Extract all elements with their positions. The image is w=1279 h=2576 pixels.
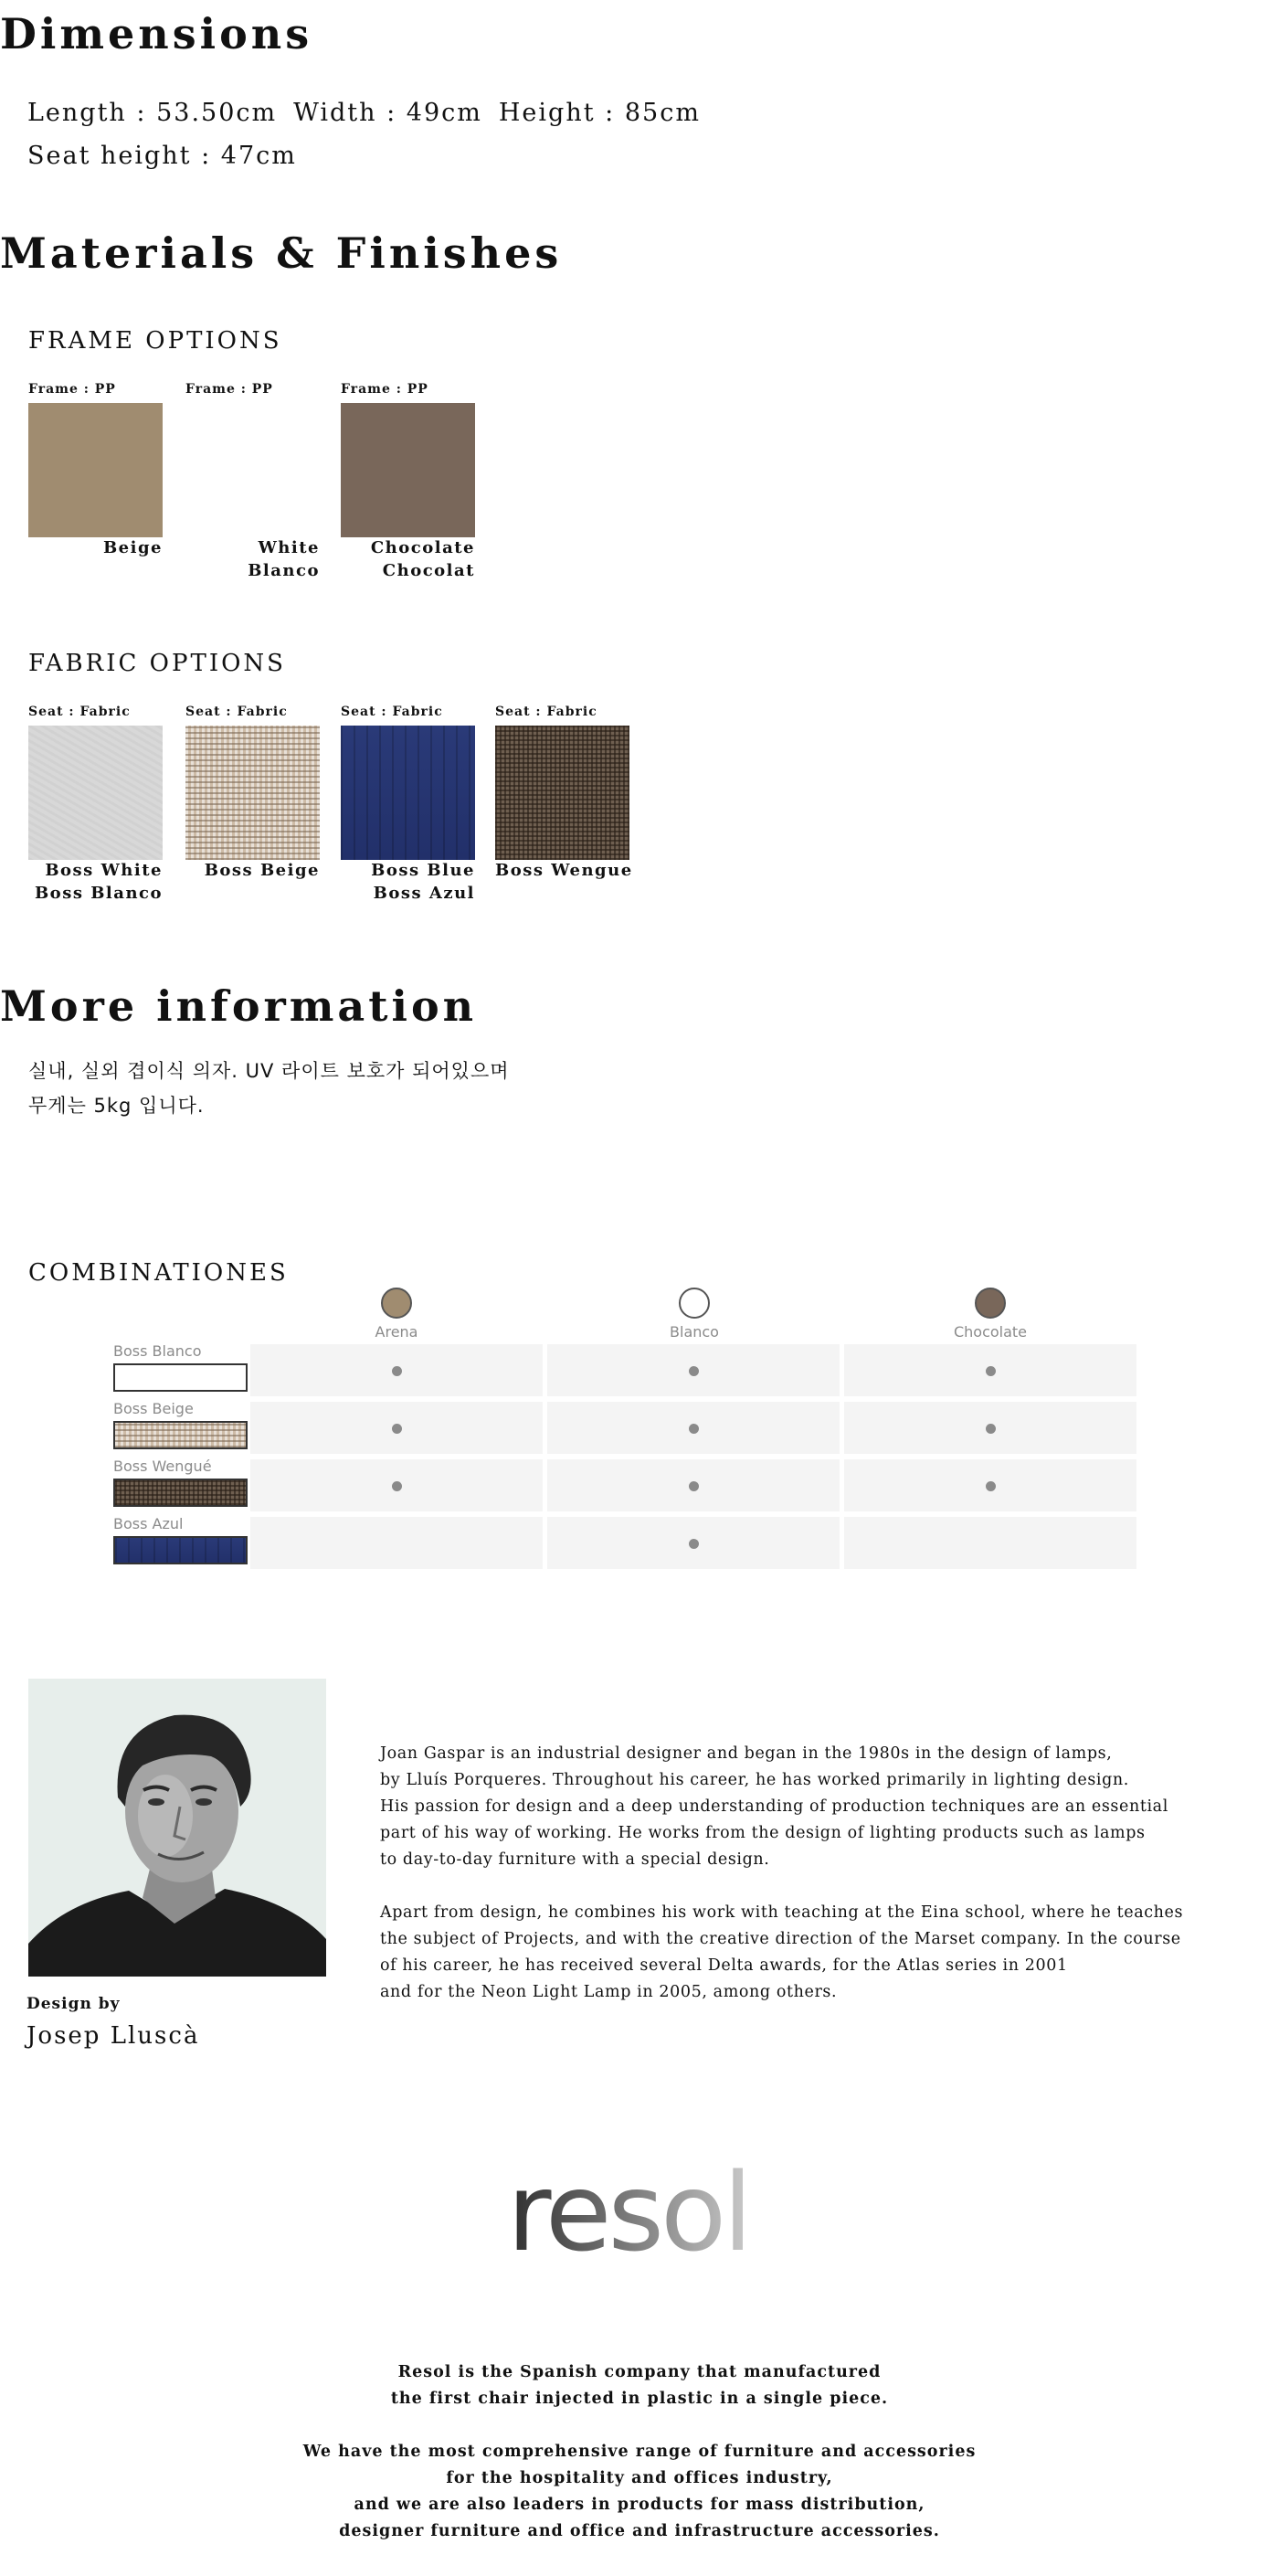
available-dot — [986, 1366, 996, 1376]
frame-caption: Frame : PP — [185, 382, 273, 397]
frame-caption: Frame : PP — [28, 382, 116, 397]
fabric-swatch-boss-blue[interactable] — [341, 726, 475, 860]
width-value: Width : 49cm — [293, 99, 482, 127]
length-value: Length : 53.50cm — [27, 99, 278, 127]
bio-line: by Lluís Porqueres. Throughout his career, he has worked primarily in lighting design. — [380, 1771, 1129, 1789]
about-line: the first chair injected in plastic in a single piece. — [390, 2390, 889, 2408]
fabric-name: Boss Blue — [371, 861, 475, 880]
bio-line: to day-to-day furniture with a special design. — [380, 1850, 770, 1869]
bio-line: of his career, he has received several Delta awards, for the Atlas series in 2001 — [380, 1956, 1068, 1975]
color-dot-chocolate — [975, 1288, 1006, 1319]
available-dot — [689, 1539, 699, 1549]
resol-logo — [507, 2161, 772, 2262]
about-spacer — [228, 2412, 1051, 2439]
fabric-swatch-boss-wengue[interactable] — [495, 726, 629, 860]
frame-options-heading: FRAME OPTIONS — [28, 327, 282, 355]
column-label: Arena — [375, 1323, 418, 1341]
more-info-line-1: 실내, 실외 겹이식 의자. UV 라이트 보호가 되어있으며 — [28, 1060, 510, 1082]
bio-line: the subject of Projects, and with the creative direction of the Marset company. In the course — [380, 1930, 1181, 1948]
frame-swatch-chocolate[interactable] — [341, 403, 475, 537]
frame-swatch-beige[interactable] — [28, 403, 163, 537]
more-info-heading: More information — [0, 981, 478, 1031]
bio-line: Joan Gaspar is an industrial designer and began in the 1980s in the design of lamps, — [380, 1744, 1113, 1763]
combination-cell — [250, 1517, 543, 1569]
about-line: We have the most comprehensive range of furniture and accessories — [302, 2443, 977, 2461]
fabric-options-heading: FABRIC OPTIONS — [28, 650, 286, 677]
combinations-heading: COMBINATIONES — [28, 1259, 289, 1287]
available-dot — [986, 1481, 996, 1491]
frame-caption: Frame : PP — [341, 382, 428, 397]
available-dot — [689, 1481, 699, 1491]
design-by-label: Design by — [26, 1995, 121, 2013]
fabric-name: Boss White — [45, 861, 163, 880]
dimensions-line-1 — [27, 99, 717, 127]
available-dot — [392, 1424, 402, 1434]
svg-text:resol: resol — [507, 2161, 749, 2262]
bio-line: His passion for design and a deep understanding of production techniques are an essential — [380, 1797, 1168, 1816]
available-dot — [986, 1424, 996, 1434]
designer-portrait-icon — [28, 1679, 326, 1977]
fabric-caption: Seat : Fabric — [341, 705, 443, 719]
about-line: for the hospitality and offices industry, — [446, 2469, 833, 2487]
bio-line: Apart from design, he combines his work with teaching at the Eina school, where he teaches — [380, 1903, 1184, 1922]
available-dot — [689, 1424, 699, 1434]
bio-line: and for the Neon Light Lamp in 2005, among others. — [380, 1983, 838, 2001]
available-dot — [689, 1366, 699, 1376]
frame-name-alt: Chocolat — [382, 561, 475, 580]
about-line: Resol is the Spanish company that manufactured — [397, 2363, 882, 2381]
fabric-swatch-boss-white[interactable] — [28, 726, 163, 860]
materials-heading: Materials & Finishes — [0, 228, 563, 278]
available-dot — [392, 1481, 402, 1491]
row-swatch-boss-azul — [113, 1536, 248, 1564]
designer-bio — [380, 1741, 1183, 2006]
row-swatch-boss-beige — [113, 1421, 248, 1449]
about-text — [228, 2359, 1051, 2545]
fabric-caption: Seat : Fabric — [28, 705, 131, 719]
fabric-name: Boss Beige — [204, 861, 320, 880]
row-swatch-boss-wengue — [113, 1479, 248, 1507]
fabric-name-alt: Boss Azul — [373, 884, 475, 903]
more-info-line-2: 무게는 5kg 입니다. — [28, 1095, 205, 1117]
frame-name-alt: Blanco — [248, 561, 320, 580]
row-label: Boss Wengué — [113, 1458, 212, 1475]
about-line: and we are also leaders in products for mass distribution, — [354, 2496, 925, 2514]
fabric-name: Boss Wengue — [495, 861, 633, 880]
height-value: Height : 85cm — [498, 99, 701, 127]
frame-name: White — [258, 538, 320, 557]
fabric-name-alt: Boss Blanco — [34, 884, 163, 903]
fabric-caption: Seat : Fabric — [495, 705, 597, 719]
color-dot-arena — [381, 1288, 412, 1319]
row-swatch-boss-blanco — [113, 1363, 248, 1392]
fabric-caption: Seat : Fabric — [185, 705, 288, 719]
designer-photo — [28, 1679, 326, 1977]
bio-line: part of his way of working. He works from the design of lighting products such as lamps — [380, 1824, 1146, 1842]
designer-name: Josep Lluscà — [26, 2022, 200, 2050]
combination-cell — [844, 1517, 1136, 1569]
frame-name: Beige — [102, 538, 163, 557]
about-line: designer furniture and office and infrastructure accessories. — [339, 2522, 940, 2540]
seat-height-value: Seat height : 47cm — [27, 142, 297, 170]
row-label: Boss Blanco — [113, 1342, 202, 1360]
color-dot-blanco — [679, 1288, 710, 1319]
column-label: Blanco — [670, 1323, 719, 1341]
dimensions-heading: Dimensions — [0, 9, 313, 58]
available-dot — [392, 1366, 402, 1376]
frame-swatch-white[interactable] — [185, 403, 320, 537]
row-label: Boss Azul — [113, 1515, 184, 1532]
frame-name: Chocolate — [370, 538, 475, 557]
resol-logo-icon — [507, 2161, 772, 2262]
bio-spacer — [380, 1873, 1183, 1900]
column-label: Chocolate — [953, 1323, 1028, 1341]
fabric-swatch-boss-beige[interactable] — [185, 726, 320, 860]
row-label: Boss Beige — [113, 1400, 194, 1417]
